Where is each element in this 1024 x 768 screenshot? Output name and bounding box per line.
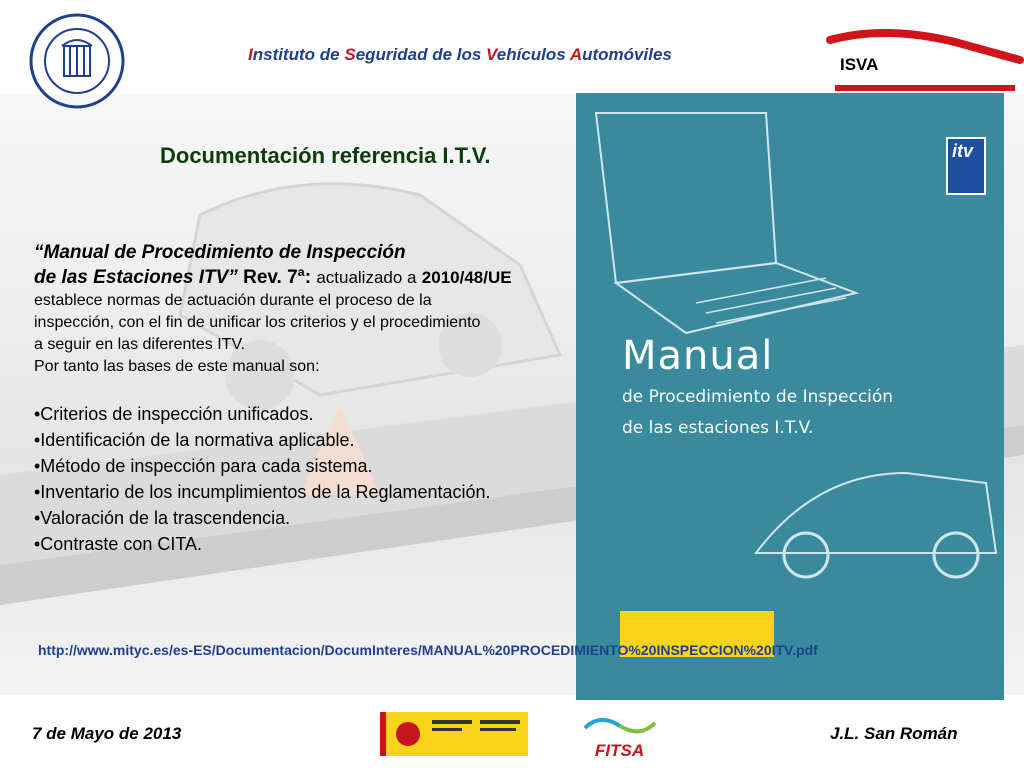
title-part: utomóviles [582,45,672,64]
fitsa-logo [570,708,670,764]
title-part: nstituto de [252,45,345,64]
university-seal-logo [28,12,126,110]
title-part: V [486,45,497,64]
manual-url-link[interactable]: http://www.mityc.es/es-ES/Documentacion/DocumInteres/MANUAL%20PROCEDIMIENTO%20INSPECCION%20ITV.pdf [38,642,818,658]
manual-name-line-1: “Manual de Procedimiento de Inspección [34,242,406,263]
itv-badge: itv [946,137,986,195]
directive-label: 2010/48/UE [421,268,512,287]
bullet-item: •Contraste con CITA. [34,534,203,554]
cover-subtitle-2: de las estaciones I.T.V. [622,418,814,438]
ministry-logo [380,712,528,756]
cover-subtitle-1: de Procedimiento de Inspección [622,387,894,407]
paragraph-line: inspección, con el fin de unificar los criterios y el procedimiento [34,314,481,331]
cover-manual-heading: Manual [622,333,774,379]
bullet-item: •Inventario de los incumplimientos de la Reglamentación. [34,482,491,502]
footer-author: J.L. San Román [830,724,958,743]
isva-logo [805,20,1024,95]
bullet-item: •Valoración de la trascendencia. [34,508,291,528]
slide-title: Documentación referencia I.T.V. [160,143,491,168]
fitsa-logo-text: FITSA [595,741,645,760]
manual-cover-image [576,93,1004,700]
paragraph-line: establece normas de actuación durante el proceso de la [34,292,432,309]
bullet-item: •Identificación de la normativa aplicable. [34,430,355,450]
title-part: eguridad de los [355,45,487,64]
manual-name-line-2 [34,265,594,290]
revision-label: Rev. 7ª: [243,267,312,288]
bullet-item: •Método de inspección para cada sistema. [34,456,373,476]
paragraph-line: a seguir en las diferentes ITV. [34,336,246,353]
manual-name-text: de las Estaciones ITV” [34,267,238,288]
paragraph-line: Por tanto las bases de este manual son: [34,358,320,375]
title-part: ehículos [496,45,570,64]
title-part: I [248,45,253,64]
slide-body [34,240,594,557]
bullet-list [34,401,594,557]
isva-logo-text: ISVA [840,55,879,74]
updated-label: actualizado a [316,268,417,287]
footer-date: 7 de Mayo de 2013 [32,724,182,743]
institute-title [248,45,672,65]
title-part: A [569,45,583,64]
bullet-item: •Criterios de inspección unificados. [34,404,314,424]
title-part: S [344,45,356,64]
